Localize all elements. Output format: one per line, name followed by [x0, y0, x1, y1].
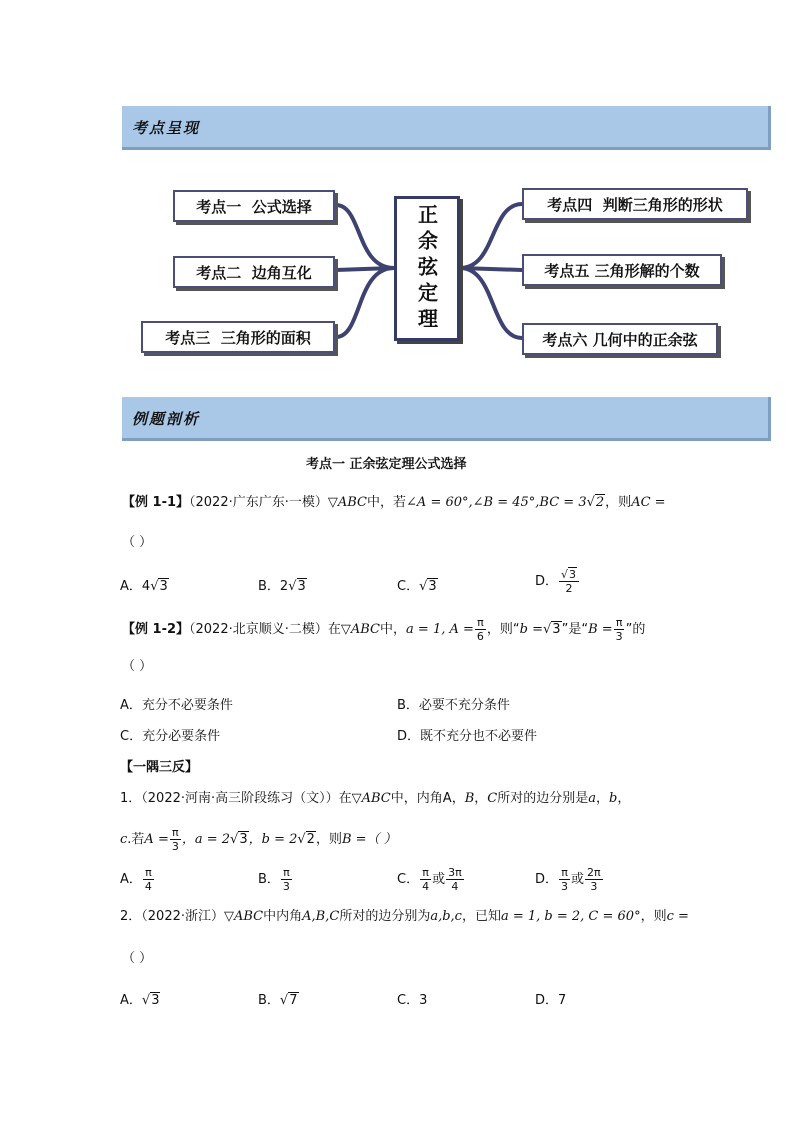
example-1-2-option-d: D．既不充分也不必要件	[397, 729, 538, 744]
practice-q2-option-c: C．3	[397, 993, 428, 1008]
practice-q1-option-c: C． $\frac{\pi}{4}$ 或 $\frac{3\pi}{4}$	[397, 866, 462, 893]
mindmap-topic-1: 考点一 公式选择	[173, 190, 335, 222]
mindmap-topic-6: 考点六 几何中的正余弦	[522, 323, 718, 355]
practice-q2-line1: 2．（2022·浙江）▽ABC中内角A,B,C所对的边分别为a,b,c，已知a = 1, b = 2, C = 60°，则c =	[120, 909, 689, 924]
section-title-overview: 考点呈现	[132, 119, 201, 137]
mindmap-topic-2: 考点二 边角互化	[173, 256, 335, 288]
practice-q2-paren: （ ）	[122, 951, 153, 966]
mindmap-center: 正余弦定理	[394, 196, 460, 341]
mindmap-topic-5: 考点五 三角形解的个数	[522, 254, 722, 286]
example-1-2-option-c: C．充分必要条件	[120, 729, 221, 744]
section-banner-examples	[122, 397, 771, 441]
mindmap-topic-4: 考点四 判断三角形的形状	[522, 188, 748, 220]
practice-title: 【一隅三反】	[120, 760, 199, 775]
example-1-1-option-a: A．4√3	[120, 579, 168, 594]
example-1-1-paren: （ ）	[122, 535, 153, 550]
practice-q2-option-b: B．√7	[258, 993, 298, 1008]
practice-q2-option-d: D．7	[535, 993, 567, 1008]
practice-q1-option-a: A． $\frac{\pi}{4}$	[120, 866, 152, 893]
topic-title: 考点一 正余弦定理公式选择	[306, 457, 467, 472]
practice-q1-option-b: B． $\frac{\pi}{3}$	[258, 866, 290, 893]
example-1-2-option-b: B．必要不充分条件	[397, 698, 510, 713]
practice-q2-option-a: A．√3	[120, 993, 160, 1008]
practice-q1-option-d: D． $\frac{\pi}{3}$ 或 $\frac{2\pi}{3}$	[535, 866, 601, 893]
practice-q1-line2: c.若A = $\frac{\pi}{3}$ ，a = 2√3，b = 2√2，则B =（ ）	[120, 826, 397, 853]
example-1-2-stem: 【例 1-2】（2022·北京顺义·二模）在▽ABC中，a = 1, A = $\frac{\pi}{6}$ ，则“b =√3”是“B = $\frac{\pi}{3}$ ”的	[122, 616, 646, 643]
mindmap-topic-3: 考点三 三角形的面积	[141, 321, 335, 353]
example-1-1-option-d: D． $\frac{√3}{2}$	[535, 568, 580, 595]
example-1-1-option-b: B．2√3	[258, 579, 306, 594]
section-title-examples: 例题剖析	[132, 410, 201, 428]
practice-q1-line1: 1．（2022·河南·高三阶段练习（文））在▽ABC中，内角A，B，C所对的边分别是a，b，	[120, 791, 631, 806]
example-1-1-option-c: C．√3	[397, 579, 437, 594]
example-1-2-paren: （ ）	[122, 659, 153, 674]
example-1-1-stem: 【例 1-1】（2022·广东广东·一模）▽ABC中，若∠A = 60°,∠B = 45°,BC = 3√2，则AC =	[122, 495, 666, 510]
example-1-2-option-a: A．充分不必要条件	[120, 698, 233, 713]
